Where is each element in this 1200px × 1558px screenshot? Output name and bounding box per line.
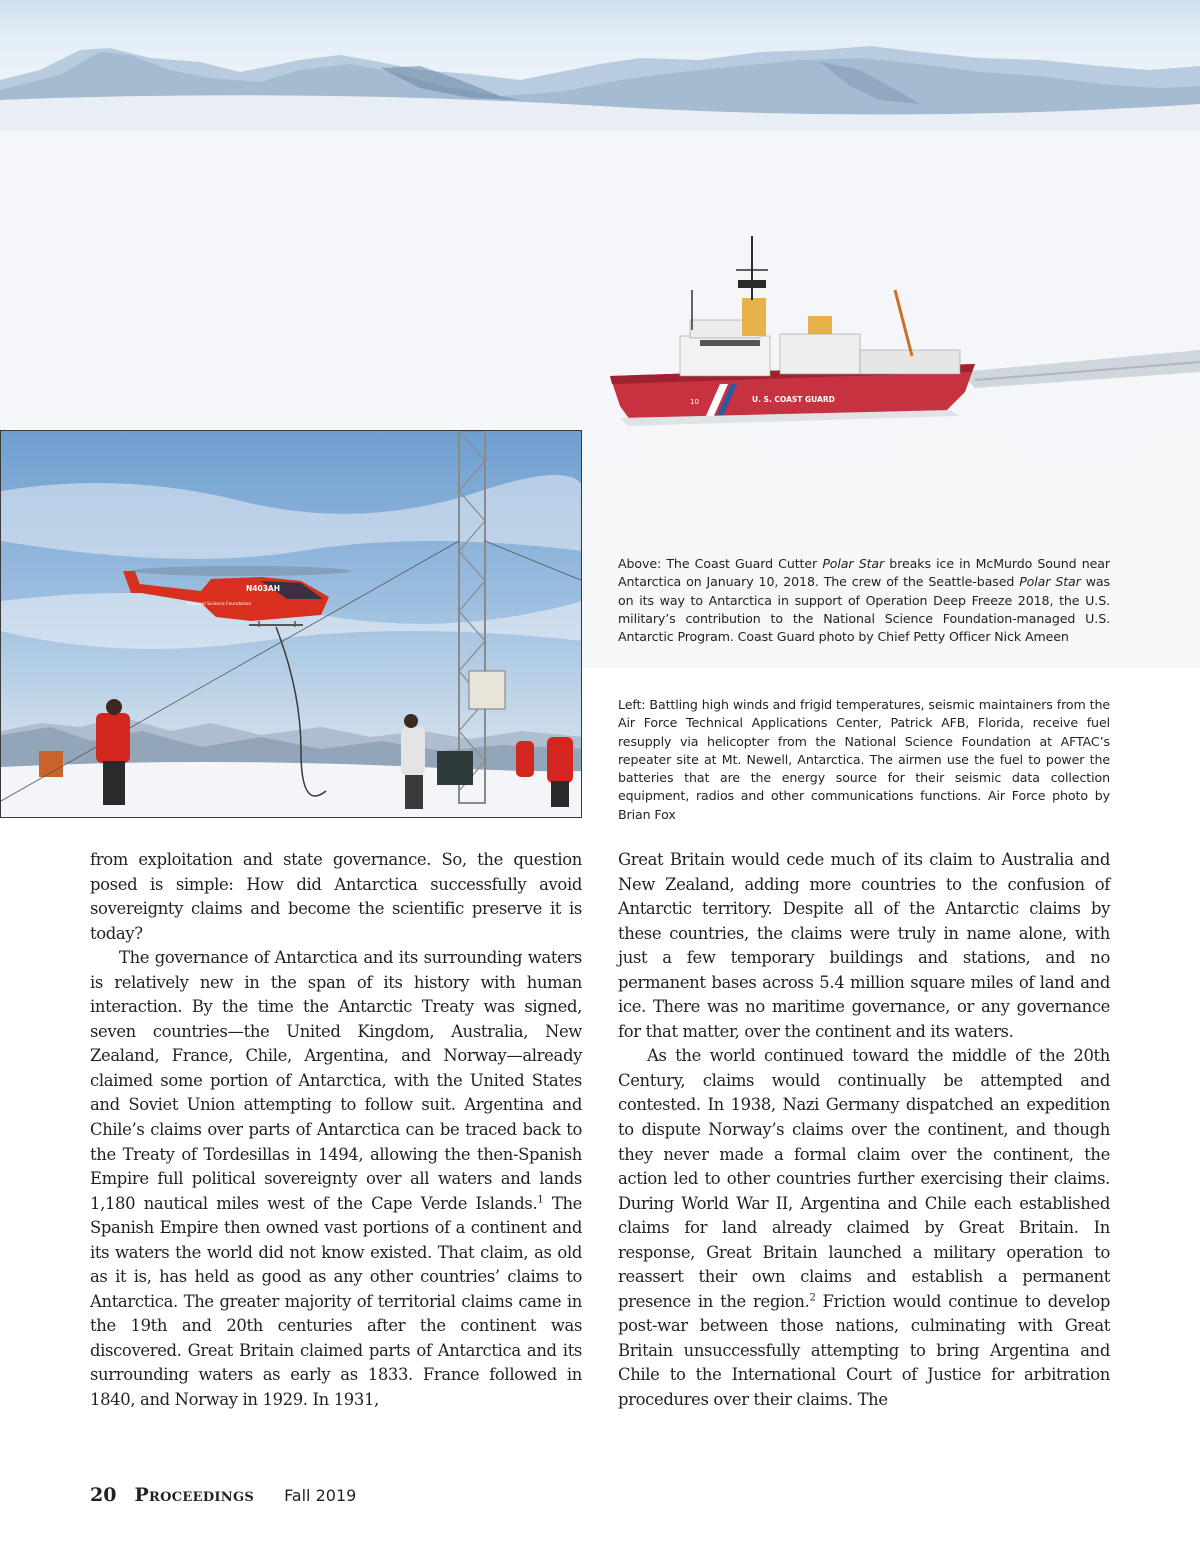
footnote-marker[interactable]: 2 [809, 1292, 816, 1304]
body-column-right [618, 848, 1110, 1413]
hull-label: U. S. COAST GUARD [752, 395, 835, 404]
helicopter-livery-text: National Science Foundation [187, 602, 252, 607]
caption-above-text: Above: The Coast Guard Cutter [618, 556, 823, 571]
paragraph: Great Britain would cede much of its claim to Australia and New Zealand, adding more countries to the confusion of Antarctic territory. Despite all of the Antarctic claims by these countries, the claims were truly in name alone, with just a few temporary buildings and stations, and no permanent bases across 5.4 million square miles of land and ice. There was no maritime governance, or any governance for that matter, over the continent and its waters. [618, 850, 1110, 1041]
caption-above-text: breaks ice in McMurdo Sound near Antarctica on January 10, 2018. The crew of the Seattle-based [618, 556, 1110, 590]
ship-name: Polar Star [822, 556, 885, 571]
paragraph-text: The governance of Antarctica and its surrounding waters is relatively new in the span of its history with human interaction. By the time the Antarctic Treaty was signed, seven countries—the United Kingdom, Australia, New Zealand, France, Chile, Argentina, and Norway—already claimed some portion of Antarctica, with the United States and Soviet Union attempting to follow suit. Argentina and Chile’s claims over parts of Antarctica can be traced back to the Treaty of Tordesillas in 1494, allowing the then-Spanish Empire full political sovereignty over all waters and lands 1,180 nautical miles west of the Cape Verde Islands. [90, 948, 582, 1213]
paragraph [618, 1044, 1110, 1412]
paragraph-text: As the world continued toward the middle of the 20th Century, claims would continually be attempted and contested. In 1938, Nazi Germany dispatched an expedition to dispute Norway’s claims over the continent, and though they never made a formal claim over the continent, the action led to other countries further exercising their claims. During World War II, Argentina and Chile each established claims for land already claimed by Great Britain. In response, Great Britain launched a military operation to reassert their own claims and establish a permanent presence in the region. [618, 1046, 1110, 1311]
hull-number: 10 [690, 398, 699, 406]
paragraph [90, 946, 582, 1412]
ship-name: Polar Star [1019, 574, 1081, 590]
page-footer [90, 1484, 356, 1514]
paragraph-text: The Spanish Empire then owned vast portions of a continent and its waters the world did not know existed. That claim, as old as it is, has held as good as any other countries’ claims to Antarctica. The greater majority of territorial claims came in the 19th and 20th centuries after the continent was discovered. Great Britain claimed parts of Antarctica and its surrounding waters as early as 1833. France followed in 1840, and Norway in 1929. In 1931, [90, 1193, 582, 1410]
page-number: 20 [90, 1484, 117, 1506]
caption-above [618, 555, 1110, 646]
helicopter-registration: N403AH [246, 584, 281, 593]
caption-above-text: was on its way to Antarctica in support of Operation Deep Freeze 2018, the U.S. military’s contribution to the National Science Foundation-managed U.S. Antarctic Program. Coast Guard photo by Chief Petty Officer Nick Ameen [618, 574, 1110, 645]
paragraph: from exploitation and state governance. So, the question posed is simple: How did Antarctica successfully avoid sovereignty claims and become the scientific preserve it is today? [90, 850, 582, 943]
issue-date: Fall 2019 [284, 1486, 357, 1505]
photo-helicopter-resupply [0, 430, 582, 818]
paragraph-text: Friction would continue to develop post-war between those nations, culminating with Great Britain unsuccessfully attempting to bring Argentina and Chile to the International Court of Justice for arbitration procedures over their claims. The [618, 1291, 1110, 1410]
footnote-marker[interactable]: 1 [537, 1194, 544, 1206]
body-column-left [90, 848, 582, 1413]
helicopter-illustration [1, 431, 582, 818]
caption-left: Left: Battling high winds and frigid temperatures, seismic maintainers from the Air Force Technical Applications Center, Patrick AFB, Florida, receive fuel resupply via helicopter from the National Science Foundation at AFTAC’s repeater site at Mt. Newell, Antarctica. The airmen use the fuel to power the batteries that are the energy source for their seismic data collection equipment, radios and other communications functions. Air Force photo by Brian Fox [618, 697, 1110, 822]
magazine-name: Proceedings [134, 1484, 255, 1506]
